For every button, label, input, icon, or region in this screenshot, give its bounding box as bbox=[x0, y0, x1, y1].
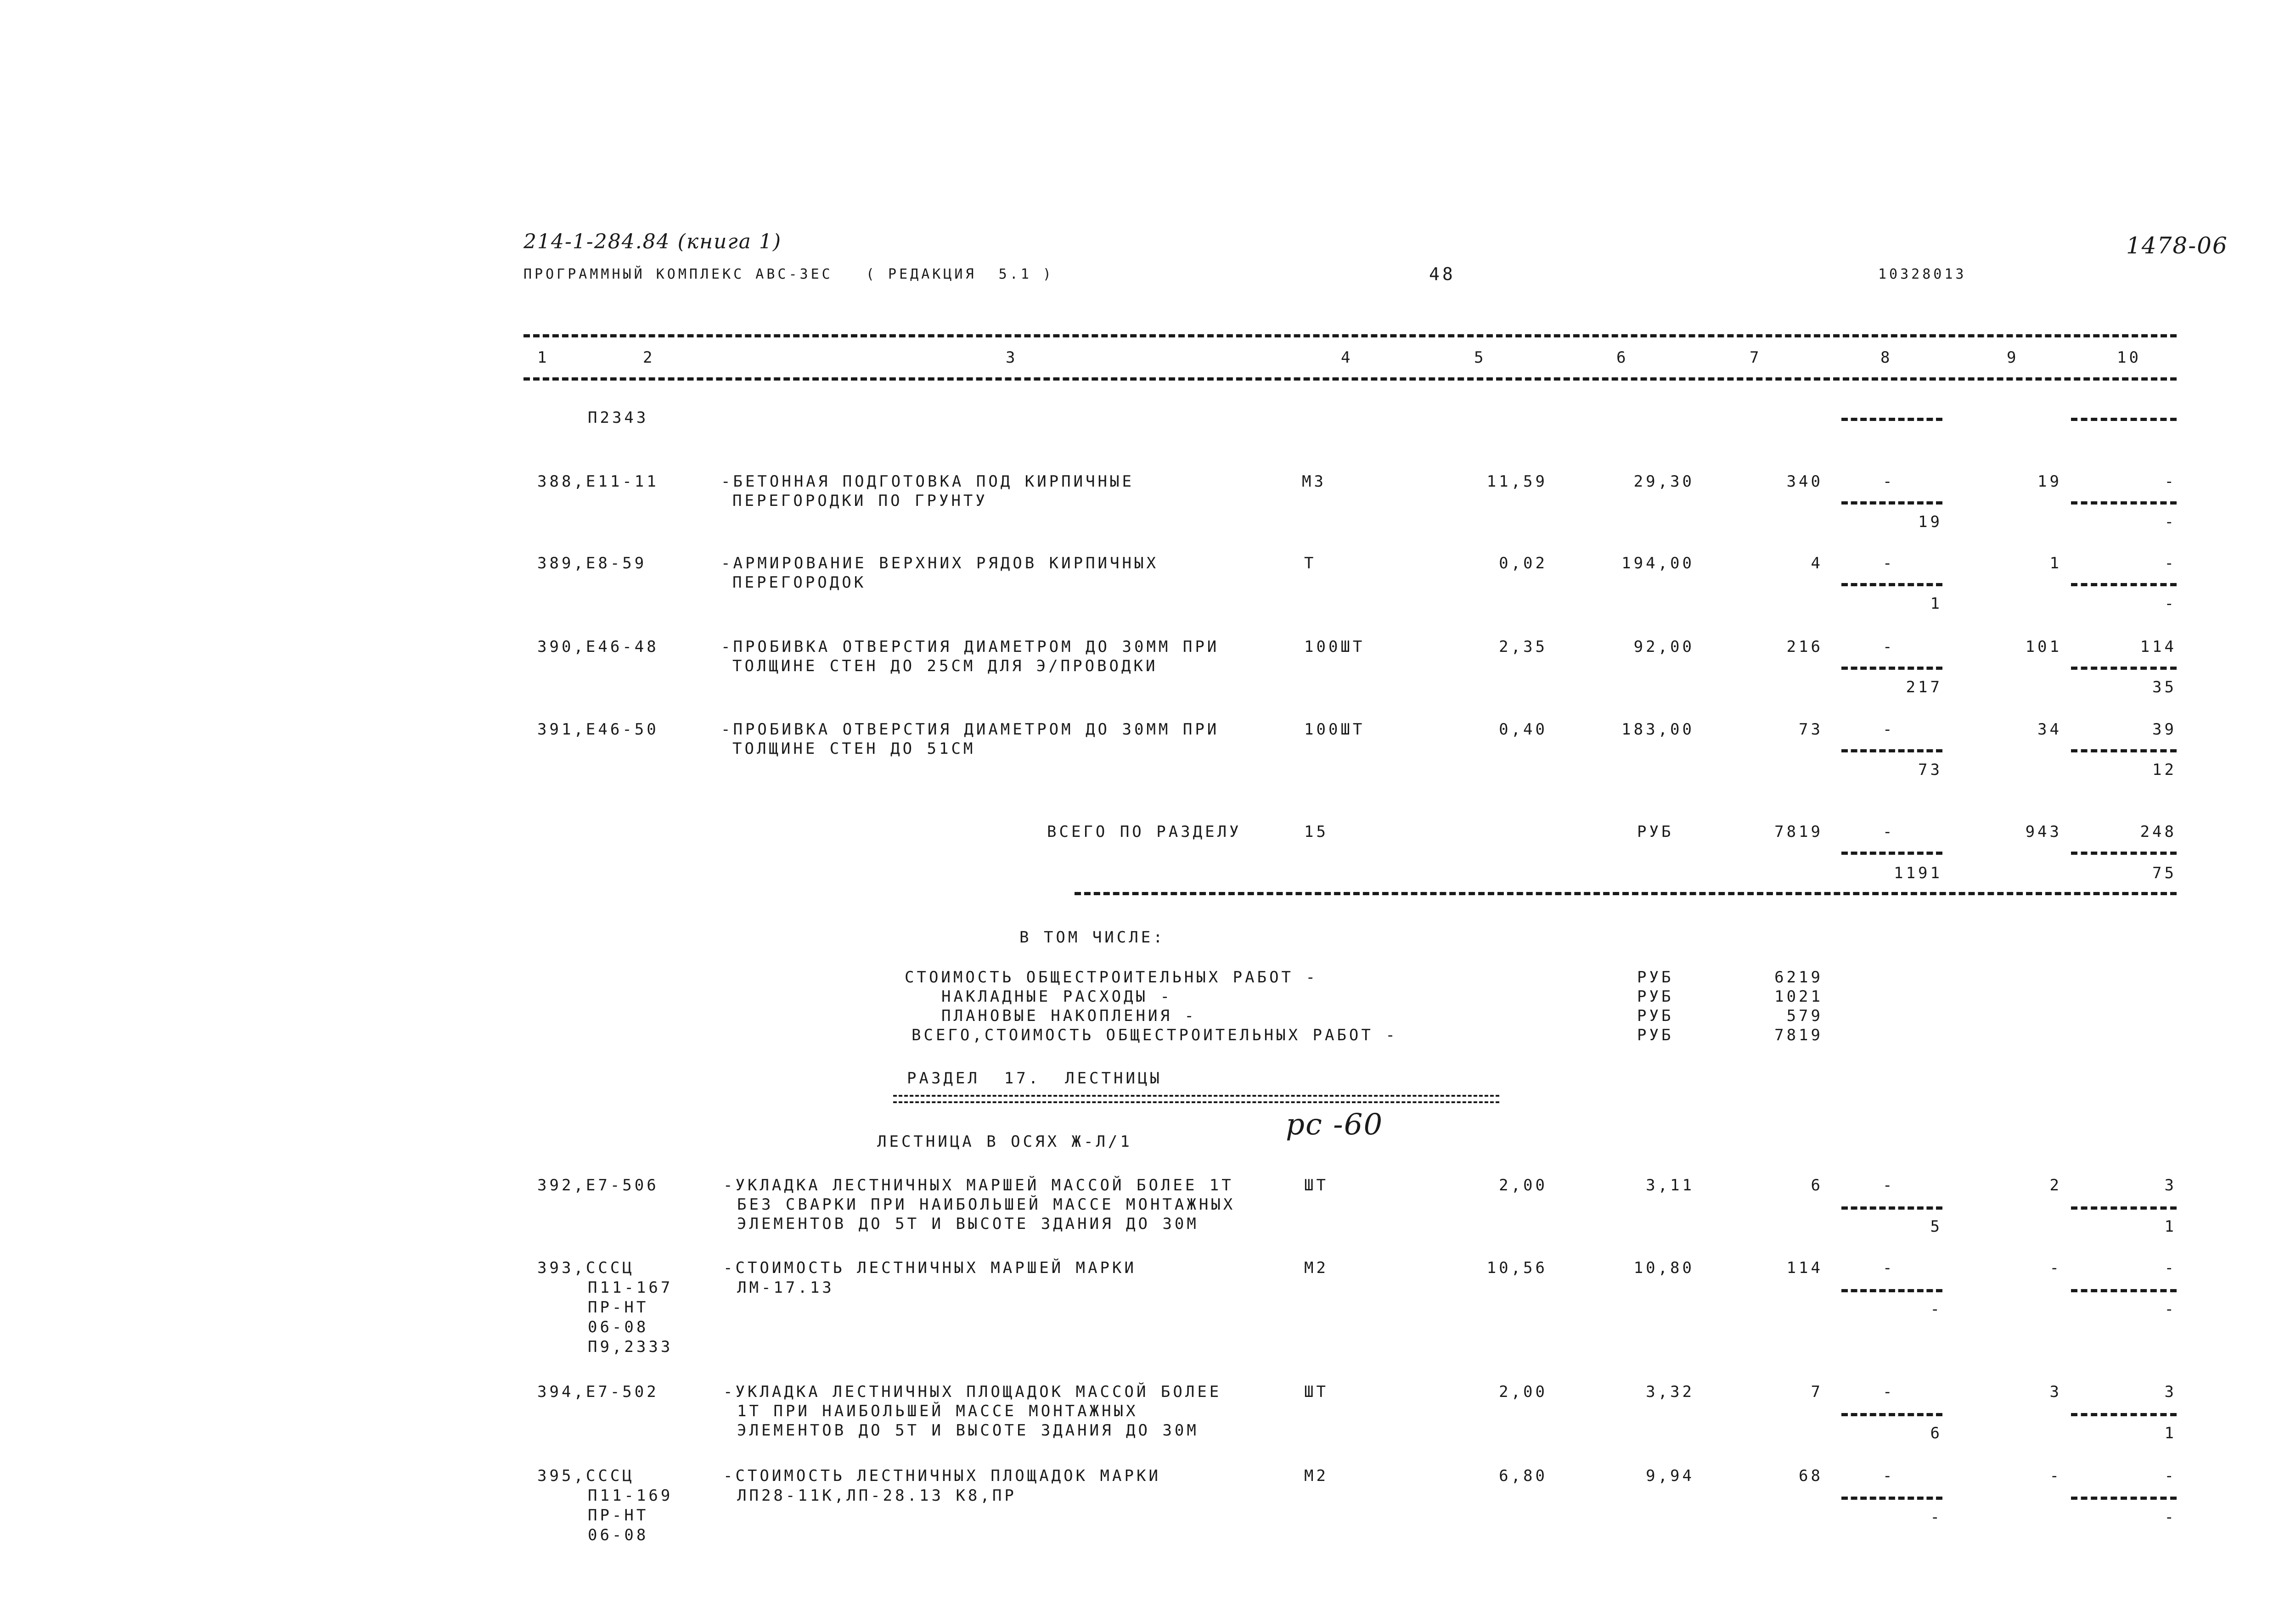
row-code: 395,СССЦ bbox=[537, 1467, 635, 1485]
row-qty: 10,56 bbox=[1486, 1259, 1548, 1277]
row-price: 9,94 bbox=[1646, 1467, 1694, 1485]
section-total-c8: - bbox=[1883, 823, 1895, 841]
including-unit: РУБ bbox=[1637, 1007, 1674, 1025]
pre-row-code: П2343 bbox=[588, 409, 649, 427]
row-c10b: 1 bbox=[2164, 1424, 2177, 1442]
row-total: 216 bbox=[1786, 638, 1823, 656]
row-code: 391,Е46-50 bbox=[537, 720, 659, 739]
col-7: 7 bbox=[1750, 348, 1762, 367]
row-unit: 100ШТ bbox=[1304, 638, 1365, 656]
row-code: 390,Е46-48 bbox=[537, 638, 659, 656]
row-rule-8 bbox=[1841, 1289, 1942, 1292]
row-code-extra: 06-08 bbox=[588, 1526, 649, 1544]
row-unit: М2 bbox=[1304, 1259, 1328, 1277]
row-c10: - bbox=[2164, 1467, 2177, 1485]
including-unit: РУБ bbox=[1637, 1026, 1674, 1044]
row-c10b: - bbox=[2164, 1300, 2177, 1318]
row-c9: 2 bbox=[2049, 1176, 2062, 1194]
row-c8b: 1 bbox=[1930, 594, 1942, 613]
row-qty: 6,80 bbox=[1499, 1467, 1548, 1485]
section-total-c10: 248 bbox=[2140, 823, 2177, 841]
including-label: ВСЕГО,СТОИМОСТЬ ОБЩЕСТРОИТЕЛЬНЫХ РАБОТ - bbox=[912, 1026, 1398, 1044]
row-c10b: 12 bbox=[2152, 761, 2177, 779]
row-c8: - bbox=[1883, 1176, 1895, 1194]
row-c10b: 35 bbox=[2152, 678, 2177, 696]
row-c10b: - bbox=[2164, 513, 2177, 531]
row-unit: ШТ bbox=[1304, 1383, 1328, 1401]
row-desc: ЭЛЕМЕНТОВ ДО 5Т И ВЫСОТЕ ЗДАНИЯ ДО 30М bbox=[737, 1215, 1199, 1233]
row-desc: ТОЛЩИНЕ СТЕН ДО 51СМ bbox=[732, 740, 976, 758]
row-rule-10 bbox=[2071, 1413, 2177, 1416]
including-value: 1021 bbox=[1774, 987, 1823, 1006]
row-c8: - bbox=[1883, 1383, 1895, 1401]
including-unit: РУБ bbox=[1637, 968, 1674, 987]
section-total-total: 7819 bbox=[1774, 823, 1823, 841]
row-total: 68 bbox=[1799, 1467, 1823, 1485]
row-price: 194,00 bbox=[1621, 554, 1694, 572]
row-desc: ЛП28-11К,ЛП-28.13 К8,ПР bbox=[737, 1486, 1017, 1505]
doc-number: 10328013 bbox=[1878, 266, 1967, 282]
section-total-c10b: 75 bbox=[2152, 864, 2177, 882]
row-c10b: - bbox=[2164, 594, 2177, 613]
row-c10: - bbox=[2164, 554, 2177, 572]
handwritten-code: 214-1-284.84 (книга 1) bbox=[523, 230, 782, 253]
row-price: 3,32 bbox=[1646, 1383, 1694, 1401]
row-qty: 2,00 bbox=[1499, 1383, 1548, 1401]
row-c8: - bbox=[1883, 720, 1895, 739]
row-unit: М3 bbox=[1302, 472, 1326, 491]
section-total-rule-10 bbox=[2071, 852, 2177, 855]
section-total-label: ВСЕГО ПО РАЗДЕЛУ bbox=[1047, 823, 1242, 841]
row-rule-8 bbox=[1841, 1413, 1942, 1416]
row-code: 393,СССЦ bbox=[537, 1259, 635, 1277]
row-qty: 2,35 bbox=[1499, 638, 1548, 656]
row-c9: 3 bbox=[2049, 1383, 2062, 1401]
row-c8b: 73 bbox=[1918, 761, 1942, 779]
row-rule-10 bbox=[2071, 749, 2177, 752]
row-code-extra: П11-169 bbox=[588, 1486, 673, 1505]
including-label: ПЛАНОВЫЕ НАКОПЛЕНИЯ - bbox=[941, 1007, 1197, 1025]
row-unit: ШТ bbox=[1304, 1176, 1328, 1194]
row-total: 7 bbox=[1811, 1383, 1823, 1401]
row-desc: -АРМИРОВАНИЕ ВЕРХНИХ РЯДОВ КИРПИЧНЫХ bbox=[721, 554, 1159, 572]
row-c10b: 1 bbox=[2164, 1217, 2177, 1236]
row-rule-8 bbox=[1841, 1206, 1942, 1210]
row-c10: - bbox=[2164, 472, 2177, 491]
including-title: В ТОМ ЧИСЛЕ: bbox=[1019, 928, 1165, 947]
section17-handwritten: рс -60 bbox=[1286, 1108, 1384, 1142]
row-desc: БЕЗ СВАРКИ ПРИ НАИБОЛЬШЕЙ МАССЕ МОНТАЖНЫХ bbox=[737, 1195, 1236, 1214]
handwritten-ref: 1478-06 bbox=[2126, 232, 2228, 259]
row-c10: 114 bbox=[2140, 638, 2177, 656]
row-desc: ПЕРЕГОРОДОК bbox=[732, 573, 867, 592]
section-total-unit: РУБ bbox=[1637, 823, 1674, 841]
row-qty: 0,02 bbox=[1499, 554, 1548, 572]
row-c8b: 217 bbox=[1906, 678, 1942, 696]
row-c9: 19 bbox=[2037, 472, 2062, 491]
row-total: 73 bbox=[1799, 720, 1823, 739]
row-total: 340 bbox=[1786, 472, 1823, 491]
row-c10: 3 bbox=[2164, 1383, 2177, 1401]
row-code-extra: ПР-НТ bbox=[588, 1506, 649, 1525]
row-c10: 39 bbox=[2152, 720, 2177, 739]
page-number: 48 bbox=[1429, 264, 1456, 284]
row-c8: - bbox=[1883, 554, 1895, 572]
row-qty: 0,40 bbox=[1499, 720, 1548, 739]
row-c8: - bbox=[1883, 1467, 1895, 1485]
row-c8b: - bbox=[1930, 1300, 1942, 1318]
row-price: 92,00 bbox=[1633, 638, 1694, 656]
row-unit: Т bbox=[1304, 554, 1317, 572]
row-desc: ТОЛЩИНЕ СТЕН ДО 25СМ ДЛЯ Э/ПРОВОДКИ bbox=[732, 657, 1158, 675]
including-value: 579 bbox=[1786, 1007, 1823, 1025]
section-total-rule-8 bbox=[1841, 852, 1942, 855]
row-c9: - bbox=[2049, 1259, 2062, 1277]
row-desc: ЭЛЕМЕНТОВ ДО 5Т И ВЫСОТЕ ЗДАНИЯ ДО 30М bbox=[737, 1421, 1199, 1440]
row-code-extra: 06-08 bbox=[588, 1318, 649, 1336]
row-total: 114 bbox=[1786, 1259, 1823, 1277]
row-desc: ПЕРЕГОРОДКИ ПО ГРУНТУ bbox=[732, 492, 988, 510]
row-code-extra: П11-167 bbox=[588, 1279, 673, 1297]
including-label: СТОИМОСТЬ ОБЩЕСТРОИТЕЛЬНЫХ РАБОТ - bbox=[905, 968, 1318, 987]
row-rule-10 bbox=[2071, 1289, 2177, 1292]
section-total-c9: 943 bbox=[2025, 823, 2062, 841]
row-desc: -СТОИМОСТЬ ЛЕСТНИЧНЫХ МАРШЕЙ МАРКИ bbox=[723, 1259, 1137, 1277]
section-total-section: 15 bbox=[1304, 823, 1328, 841]
program-title: ПРОГРАММНЫЙ КОМПЛЕКС АВС-ЗЕС ( РЕДАКЦИЯ 5.1 ) bbox=[523, 266, 1054, 282]
pre-row-rule-8 bbox=[1841, 418, 1942, 421]
row-rule-8 bbox=[1841, 667, 1942, 670]
row-unit: М2 bbox=[1304, 1467, 1328, 1485]
pre-row-rule-10 bbox=[2071, 418, 2177, 421]
row-rule-8 bbox=[1841, 501, 1942, 505]
header-rule-bottom bbox=[523, 377, 2177, 381]
section17-double-rule bbox=[893, 1095, 1499, 1103]
row-c9: 101 bbox=[2025, 638, 2062, 656]
row-c8: - bbox=[1883, 472, 1895, 491]
row-desc: ЛМ-17.13 bbox=[737, 1279, 834, 1297]
row-price: 183,00 bbox=[1621, 720, 1694, 739]
col-10: 10 bbox=[2117, 348, 2141, 367]
row-rule-8 bbox=[1841, 749, 1942, 752]
row-c10b: - bbox=[2164, 1508, 2177, 1526]
row-code: 394,Е7-502 bbox=[537, 1383, 659, 1401]
row-code: 392,Е7-506 bbox=[537, 1176, 659, 1194]
col-5: 5 bbox=[1474, 348, 1486, 367]
row-c8: - bbox=[1883, 638, 1895, 656]
row-rule-10 bbox=[2071, 667, 2177, 670]
section-total-c8b: 1191 bbox=[1894, 864, 1942, 882]
row-desc: -УКЛАДКА ЛЕСТНИЧНЫХ МАРШЕЙ МАССОЙ БОЛЕЕ 1Т bbox=[723, 1176, 1234, 1194]
row-desc: -УКЛАДКА ЛЕСТНИЧНЫХ ПЛОЩАДОК МАССОЙ БОЛЕЕ bbox=[723, 1383, 1222, 1401]
row-unit: 100ШТ bbox=[1304, 720, 1365, 739]
row-total: 4 bbox=[1811, 554, 1823, 572]
row-c8: - bbox=[1883, 1259, 1895, 1277]
row-total: 6 bbox=[1811, 1176, 1823, 1194]
row-c8b: 6 bbox=[1930, 1424, 1942, 1442]
row-desc: -ПРОБИВКА ОТВЕРСТИЯ ДИАМЕТРОМ ДО 30ММ ПРИ bbox=[721, 638, 1220, 656]
row-qty: 2,00 bbox=[1499, 1176, 1548, 1194]
col-1: 1 bbox=[537, 348, 550, 367]
including-value: 6219 bbox=[1774, 968, 1823, 987]
row-code-extra: П9,2333 bbox=[588, 1338, 673, 1356]
row-c9: - bbox=[2049, 1467, 2062, 1485]
row-qty: 11,59 bbox=[1486, 472, 1548, 491]
section17-title: РАЗДЕЛ 17. ЛЕСТНИЦЫ bbox=[907, 1069, 1162, 1088]
row-desc: -ПРОБИВКА ОТВЕРСТИЯ ДИАМЕТРОМ ДО 30ММ ПРИ bbox=[721, 720, 1220, 739]
section-total-rule bbox=[1075, 892, 2177, 895]
row-rule-10 bbox=[2071, 1206, 2177, 1210]
row-rule-10 bbox=[2071, 583, 2177, 586]
including-unit: РУБ bbox=[1637, 987, 1674, 1006]
including-label: НАКЛАДНЫЕ РАСХОДЫ - bbox=[941, 987, 1172, 1006]
row-price: 29,30 bbox=[1633, 472, 1694, 491]
row-c8b: 5 bbox=[1930, 1217, 1942, 1236]
row-rule-10 bbox=[2071, 1497, 2177, 1500]
row-code: 388,Е11-11 bbox=[537, 472, 659, 491]
row-desc: -БЕТОННАЯ ПОДГОТОВКА ПОД КИРПИЧНЫЕ bbox=[721, 472, 1134, 491]
including-value: 7819 bbox=[1774, 1026, 1823, 1044]
row-desc: -СТОИМОСТЬ ЛЕСТНИЧНЫХ ПЛОЩАДОК МАРКИ bbox=[723, 1467, 1161, 1485]
col-2: 2 bbox=[643, 348, 655, 367]
col-6: 6 bbox=[1616, 348, 1629, 367]
col-8: 8 bbox=[1880, 348, 1893, 367]
section17-subtitle: ЛЕСТНИЦА В ОСЯХ Ж-Л/1 bbox=[877, 1133, 1132, 1151]
row-c9: 34 bbox=[2037, 720, 2062, 739]
row-c9: 1 bbox=[2049, 554, 2062, 572]
row-c10: 3 bbox=[2164, 1176, 2177, 1194]
row-rule-10 bbox=[2071, 501, 2177, 505]
row-c8b: - bbox=[1930, 1508, 1942, 1526]
row-c10: - bbox=[2164, 1259, 2177, 1277]
row-code-extra: ПР-НТ bbox=[588, 1298, 649, 1317]
row-price: 10,80 bbox=[1633, 1259, 1694, 1277]
row-desc: 1Т ПРИ НАИБОЛЬШЕЙ МАССЕ МОНТАЖНЫХ bbox=[737, 1402, 1138, 1420]
header-rule-top bbox=[523, 334, 2177, 337]
col-4: 4 bbox=[1341, 348, 1353, 367]
row-c8b: 19 bbox=[1918, 513, 1942, 531]
row-code: 389,Е8-59 bbox=[537, 554, 647, 572]
row-rule-8 bbox=[1841, 583, 1942, 586]
col-3: 3 bbox=[1006, 348, 1018, 367]
row-rule-8 bbox=[1841, 1497, 1942, 1500]
col-9: 9 bbox=[2007, 348, 2019, 367]
row-price: 3,11 bbox=[1646, 1176, 1694, 1194]
